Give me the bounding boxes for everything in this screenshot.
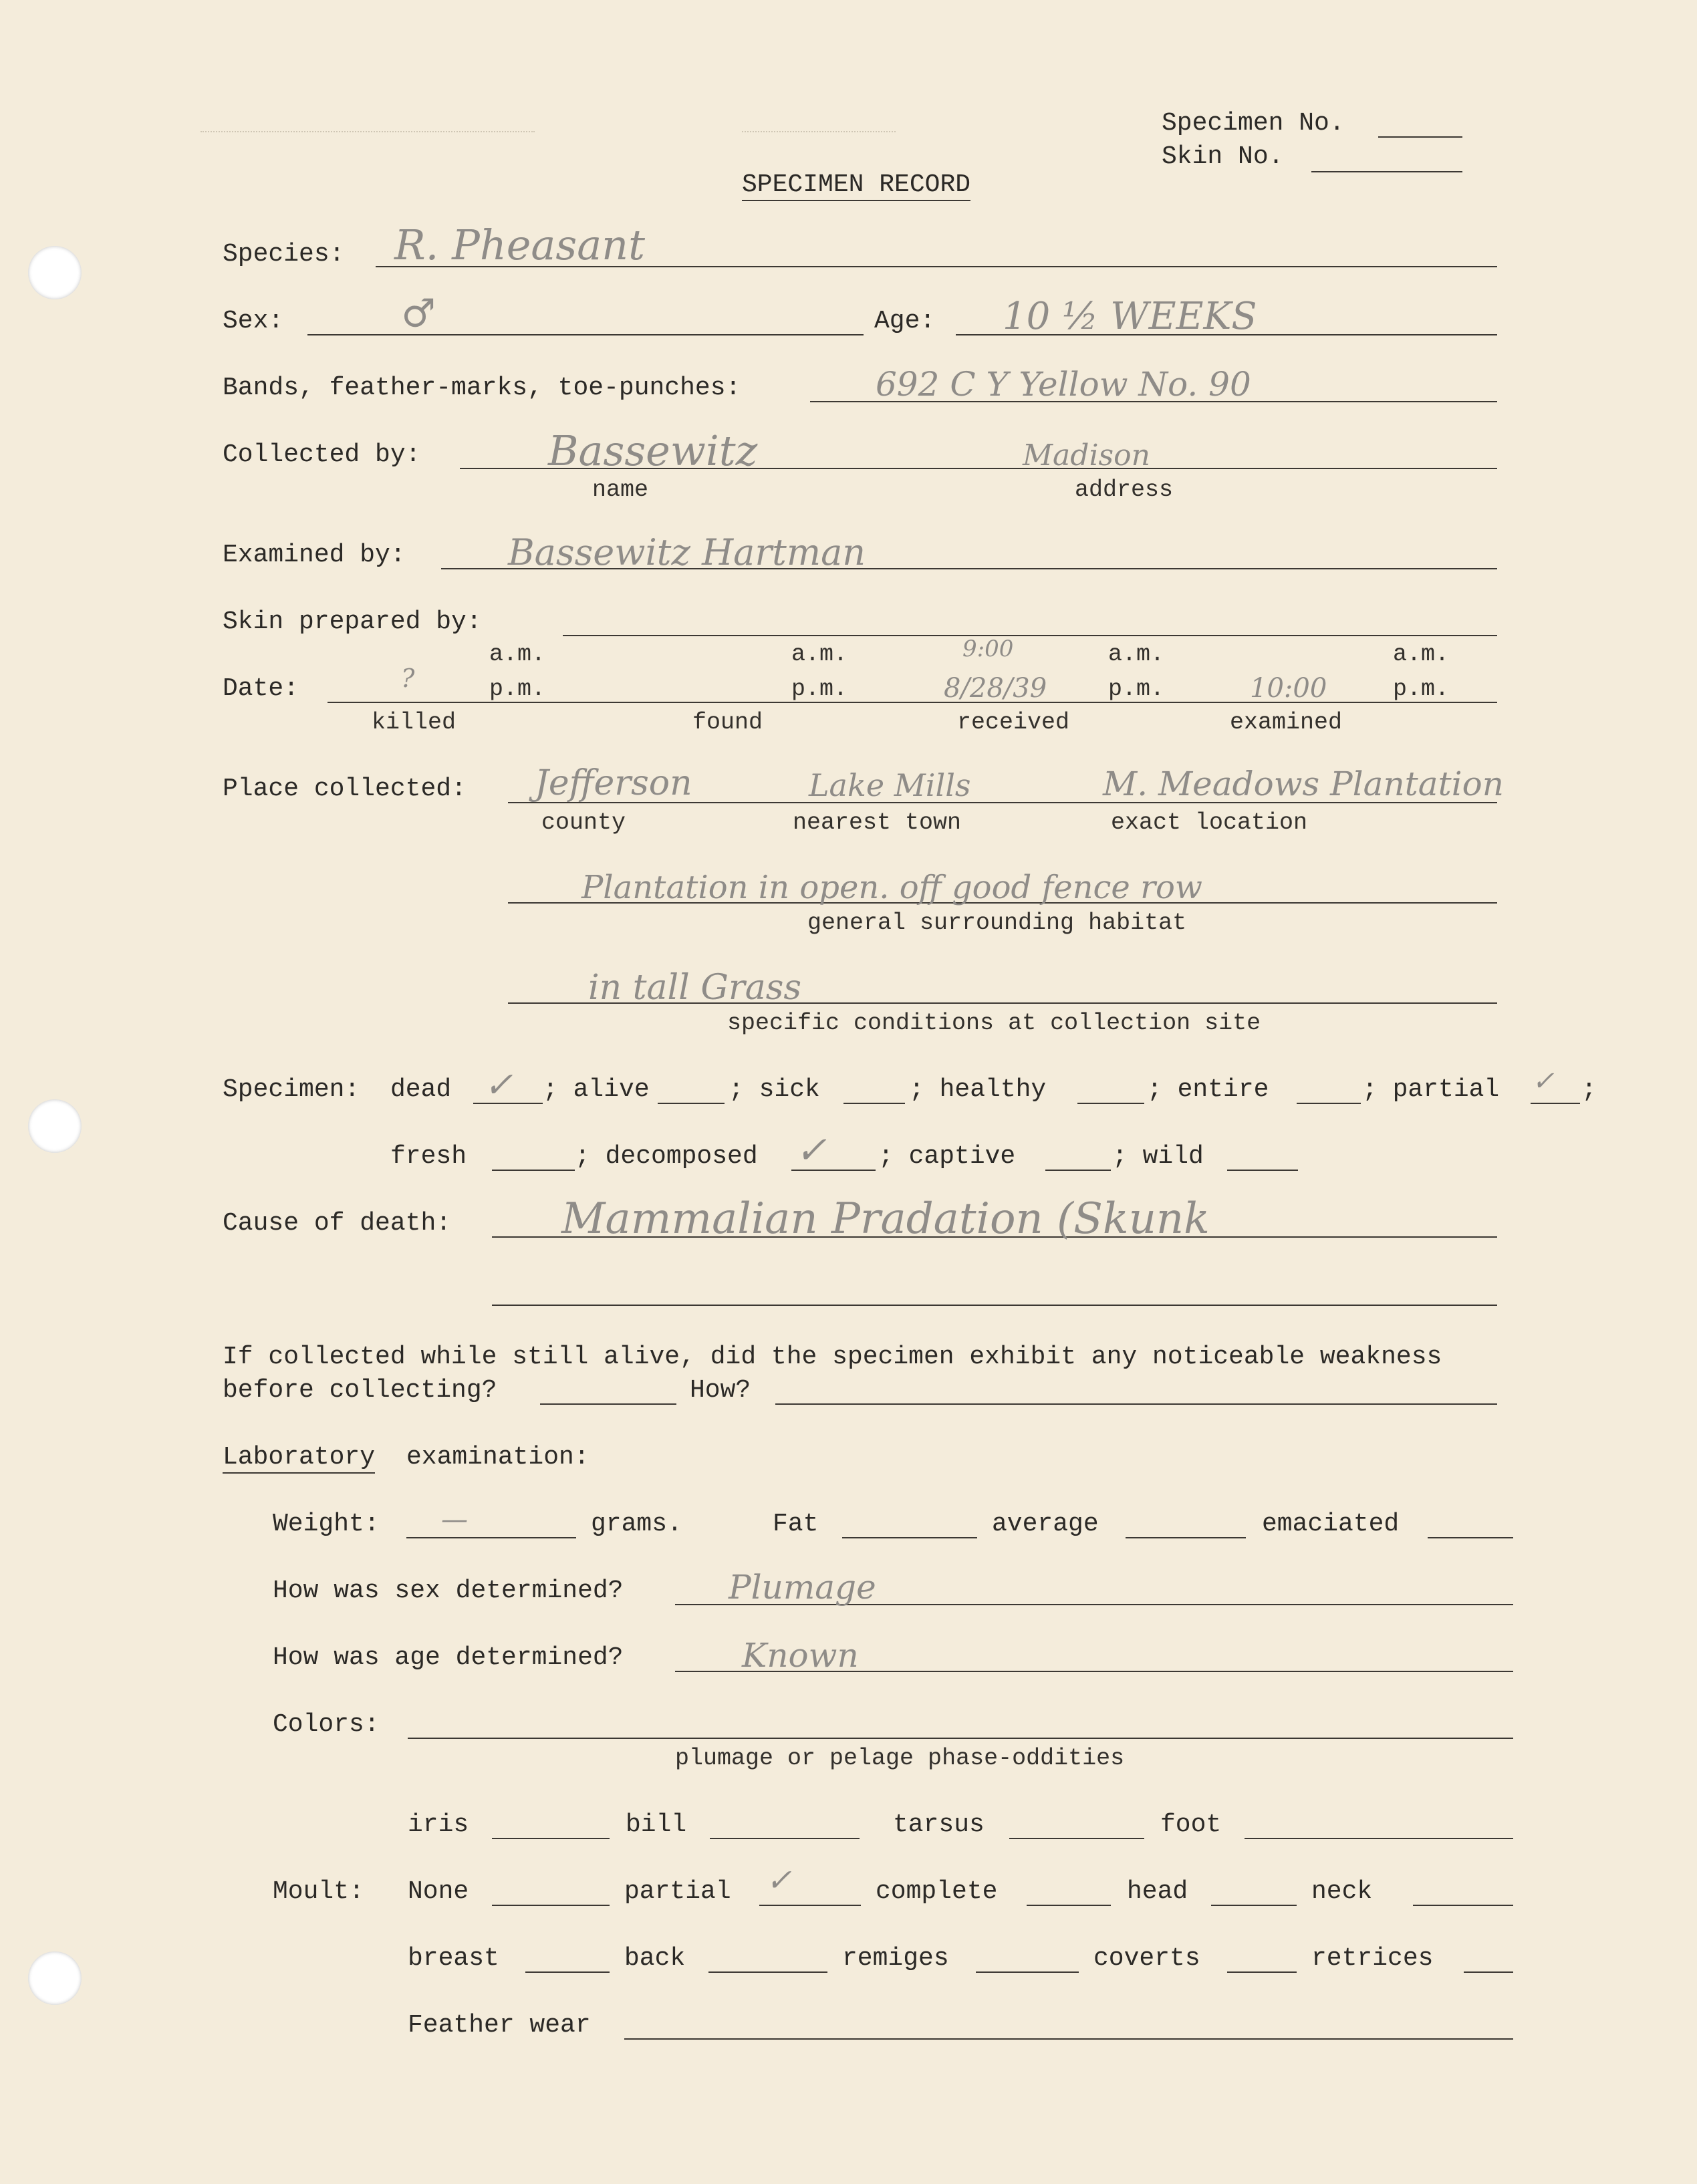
moult-neck-label: neck	[1311, 1877, 1373, 1906]
moult-retrices-line	[1464, 1971, 1513, 1973]
emaciated-line	[1428, 1537, 1513, 1538]
found-caption: found	[692, 709, 763, 736]
decomposed-label: ; decomposed	[575, 1142, 758, 1171]
moult-remiges-label: remiges	[842, 1944, 949, 1973]
moult-complete-line	[1027, 1905, 1111, 1906]
weakness-before: before collecting?	[223, 1376, 497, 1405]
killed-value: ?	[401, 664, 415, 693]
dead-label: dead	[390, 1075, 452, 1104]
moult-none-label: None	[408, 1877, 469, 1906]
sex-line	[307, 334, 864, 335]
bands-label: Bands, feather-marks, toe-punches:	[223, 374, 741, 402]
sex-label: Sex:	[223, 307, 284, 335]
moult-retrices-label: retrices	[1311, 1944, 1434, 1973]
age-determined-label: How was age determined?	[273, 1643, 624, 1672]
skin-prepared-label: Skin prepared by:	[223, 607, 482, 636]
page-title: SPECIMEN RECORD	[742, 172, 970, 201]
moult-neck-line	[1413, 1905, 1513, 1906]
examined-time: 10:00	[1250, 673, 1327, 704]
am-killed: a.m.	[489, 641, 546, 668]
am-examined: a.m.	[1393, 641, 1450, 668]
specimen-no-line	[1378, 136, 1462, 138]
county-caption: county	[541, 809, 626, 836]
am-received: a.m.	[1108, 641, 1165, 668]
bleed-line	[742, 131, 896, 132]
town-value: Lake Mills	[809, 767, 971, 803]
foot-label: foot	[1160, 1810, 1222, 1839]
pm-examined: p.m.	[1393, 676, 1450, 702]
received-caption: received	[957, 709, 1070, 736]
fresh-line	[492, 1170, 575, 1171]
age-label: Age:	[874, 307, 936, 335]
conditions-caption: specific conditions at collection site	[727, 1010, 1261, 1037]
captive-label: ; captive	[878, 1142, 1016, 1171]
examined-caption: examined	[1230, 709, 1343, 736]
pm-found: p.m.	[791, 676, 848, 702]
moult-head-line	[1211, 1905, 1297, 1906]
foot-line	[1245, 1838, 1513, 1839]
age-determined-value: Known	[742, 1636, 859, 1675]
moult-coverts-label: coverts	[1093, 1944, 1200, 1973]
weakness-how-line	[775, 1403, 1497, 1405]
moult-back-line	[708, 1971, 827, 1973]
colors-line	[408, 1738, 1513, 1739]
moult-partial-value: ✓	[766, 1862, 792, 1898]
cause-of-death-value: Mammalian Pradation (Skunk	[561, 1194, 1210, 1244]
average-line	[1126, 1537, 1246, 1538]
moult-partial-label: partial	[624, 1877, 731, 1906]
pm-received: p.m.	[1108, 676, 1165, 702]
species-value: R. Pheasant	[394, 221, 646, 269]
iris-line	[492, 1838, 610, 1839]
specimen-end: ;	[1581, 1075, 1597, 1104]
alive-line	[658, 1103, 725, 1104]
examined-by-value: Bassewitz Hartman	[508, 531, 866, 573]
tarsus-label: tarsus	[893, 1810, 985, 1839]
name-caption: name	[592, 476, 649, 503]
colors-label: Colors:	[273, 1710, 380, 1739]
sex-determined-value: Plumage	[729, 1568, 876, 1607]
lab-heading-1: Laboratory	[223, 1445, 375, 1474]
binder-hole-middle	[28, 1099, 82, 1153]
moult-coverts-line	[1227, 1971, 1297, 1973]
date-label: Date:	[223, 674, 299, 703]
healthy-line	[1077, 1103, 1144, 1104]
skin-no-line	[1311, 171, 1462, 172]
conditions-value: in tall Grass	[588, 968, 802, 1008]
species-label: Species:	[223, 240, 345, 269]
lab-heading-2: examination:	[406, 1443, 590, 1472]
alive-label: ; alive	[543, 1075, 650, 1104]
emaciated-label: emaciated	[1262, 1510, 1400, 1538]
binder-hole-bottom	[28, 1951, 82, 2005]
received-time: 9:00	[962, 636, 1014, 662]
weakness-question: If collected while still alive, did the specimen exhibit any noticeable weakness	[223, 1343, 1442, 1371]
received-date: 8/28/39	[944, 673, 1047, 704]
moult-complete-label: complete	[876, 1877, 998, 1906]
killed-caption: killed	[372, 709, 456, 736]
average-label: average	[992, 1510, 1099, 1538]
place-label: Place collected:	[223, 775, 467, 803]
moult-head-label: head	[1127, 1877, 1188, 1906]
specimen-no-label: Specimen No.	[1162, 109, 1345, 138]
partial-line	[1531, 1103, 1580, 1104]
weight-line	[406, 1537, 576, 1538]
partial-check: ✓	[1532, 1066, 1555, 1097]
grams-label: grams.	[591, 1510, 682, 1538]
weight-value: —	[441, 1504, 468, 1535]
collected-by-address: Madison	[1023, 438, 1150, 472]
moult-none-line	[492, 1905, 610, 1906]
feather-wear-label: Feather wear	[408, 2011, 591, 2040]
fat-label: Fat	[773, 1510, 819, 1538]
colors-caption: plumage or pelage phase-oddities	[675, 1745, 1125, 1772]
iris-label: iris	[408, 1810, 469, 1839]
partial-label: ; partial	[1362, 1075, 1500, 1104]
entire-line	[1297, 1103, 1361, 1104]
habitat-value: Plantation in open. off good fence row	[581, 869, 1203, 906]
address-caption: address	[1075, 476, 1174, 503]
collected-by-label: Collected by:	[223, 440, 421, 469]
moult-remiges-line	[976, 1971, 1079, 1973]
sick-line	[843, 1103, 905, 1104]
entire-label: ; entire	[1147, 1075, 1269, 1104]
town-caption: nearest town	[793, 809, 962, 836]
am-found: a.m.	[791, 641, 848, 668]
moult-back-label: back	[624, 1944, 686, 1973]
examined-by-label: Examined by:	[223, 541, 406, 569]
weakness-how: How?	[690, 1376, 751, 1405]
location-caption: exact location	[1111, 809, 1308, 836]
bill-label: bill	[626, 1810, 687, 1839]
cause-of-death-line-2	[492, 1305, 1497, 1306]
moult-partial-line	[759, 1905, 861, 1906]
sick-label: ; sick	[729, 1075, 820, 1104]
sex-determined-label: How was sex determined?	[273, 1577, 624, 1605]
binder-hole-top	[28, 246, 82, 299]
fresh-label: fresh	[390, 1142, 467, 1171]
cause-of-death-label: Cause of death:	[223, 1209, 452, 1238]
age-value: 10 ½ WEEKS	[1003, 295, 1257, 338]
skin-prepared-line	[563, 635, 1497, 636]
decomposed-check: ✓	[795, 1129, 827, 1172]
captive-line	[1045, 1170, 1111, 1171]
dead-check: ✓	[484, 1065, 513, 1105]
moult-breast-label: breast	[408, 1944, 499, 1973]
weight-label: Weight:	[273, 1510, 380, 1538]
collected-by-name: Bassewitz	[548, 426, 758, 475]
pm-killed: p.m.	[489, 676, 546, 702]
wild-line	[1227, 1170, 1298, 1171]
skin-no-label: Skin No.	[1162, 142, 1284, 171]
bill-line	[710, 1838, 860, 1839]
tarsus-line	[1009, 1838, 1144, 1839]
bands-value: 692 C Y Yellow No. 90	[876, 365, 1251, 404]
specimen-label: Specimen:	[223, 1075, 360, 1104]
healthy-label: ; healthy	[909, 1075, 1047, 1104]
location-value: M. Meadows Plantation	[1103, 765, 1504, 803]
weakness-before-line	[540, 1403, 676, 1405]
wild-label: ; wild	[1112, 1142, 1204, 1171]
county-value: Jefferson	[535, 763, 692, 803]
bleed-line	[201, 131, 535, 132]
moult-breast-line	[525, 1971, 610, 1973]
sex-value: ♂	[401, 291, 436, 336]
feather-wear-line	[624, 2038, 1513, 2040]
fat-line	[842, 1537, 977, 1538]
moult-label: Moult:	[273, 1877, 364, 1906]
habitat-caption: general surrounding habitat	[807, 910, 1187, 936]
